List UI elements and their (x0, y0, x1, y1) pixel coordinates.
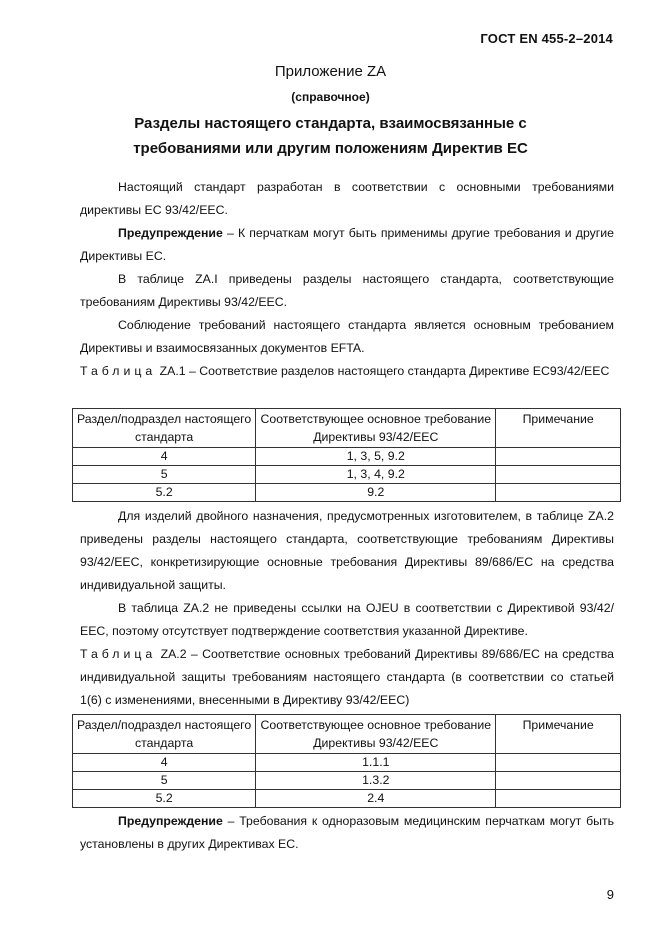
cell-section: 5.2 (73, 790, 256, 808)
cell-requirement: 2.4 (256, 790, 496, 808)
warning-label: Предупреждение (118, 226, 223, 240)
paragraph-table-za1-ref-text: В таблице ZA.I приведены разделы настоящего стандарта, соответствующие требованиям Директивы 93/42/ЕЕС. (80, 272, 614, 309)
cell-requirement: 1.3.2 (256, 772, 496, 790)
annex-type: (справочное) (291, 90, 370, 104)
table-row (73, 484, 621, 502)
table-za2-label: Таблица (80, 647, 157, 661)
page-number: 9 (606, 887, 614, 902)
header-section: Раздел/подраздел настоящего стандарта (73, 715, 256, 754)
cell-requirement: 1, 3, 5, 9.2 (256, 448, 496, 466)
cell-note (496, 448, 621, 466)
table-za1-caption (80, 360, 614, 383)
cell-note (496, 772, 621, 790)
warning-text: – К перчаткам могут быть применимы другие требования и другие Директивы ЕС. (80, 226, 614, 263)
cell-section: 4 (73, 754, 256, 772)
document-code: ГОСТ EN 455-2–2014 (480, 31, 613, 46)
header-note: Примечание (496, 409, 621, 448)
paragraph-ojeu (80, 597, 614, 643)
table-header-row (73, 409, 621, 448)
paragraph-compliance (80, 314, 614, 360)
cell-note (496, 790, 621, 808)
header-note: Примечание (496, 715, 621, 754)
cell-requirement: 1, 3, 4, 9.2 (256, 466, 496, 484)
header-section: Раздел/подраздел настоящего стандарта (73, 409, 256, 448)
table-header-row (73, 715, 621, 754)
table-row (73, 772, 621, 790)
annex-heading (0, 111, 661, 161)
cell-note (496, 484, 621, 502)
table-za1 (72, 408, 621, 502)
cell-note (496, 754, 621, 772)
header-requirement: Соответствующее основное требование Директивы 93/42/ЕЕС (256, 715, 496, 754)
annex-heading-line-2: требованиями или другим положениям Директив ЕС (133, 140, 528, 157)
paragraph-ojeu-text: В таблица ZA.2 не приведены ссылки на OJEU в соответствии с Директивой 93/42/ЕЕС, поэтому отсутствует подтверждение соответствия указанной Директиве. (80, 601, 614, 638)
table-row (73, 754, 621, 772)
warning-label: Предупреждение (118, 814, 223, 828)
annex-heading-line-1: Разделы настоящего стандарта, взаимосвязанные с (134, 115, 527, 132)
table-row (73, 790, 621, 808)
cell-section: 4 (73, 448, 256, 466)
cell-section: 5 (73, 772, 256, 790)
cell-requirement: 1.1.1 (256, 754, 496, 772)
cell-note (496, 466, 621, 484)
header-requirement: Соответствующее основное требование Директивы 93/42/ЕЕС (256, 409, 496, 448)
table-row (73, 466, 621, 484)
paragraph-intro (80, 176, 614, 222)
table-za2 (72, 714, 621, 808)
warning-text: – Требования к одноразовым медицинским перчаткам могут быть установлены в других Директивах ЕС. (80, 814, 614, 851)
paragraph-warning-1 (80, 222, 614, 268)
paragraph-dual-use (80, 505, 614, 597)
cell-section: 5.2 (73, 484, 256, 502)
paragraph-warning-2 (80, 810, 614, 856)
table-row (73, 448, 621, 466)
annex-title: Приложение ZA (274, 63, 387, 80)
cell-section: 5 (73, 466, 256, 484)
paragraph-table-za1-ref (80, 268, 614, 314)
table-za2-caption-text: ZA.2 – Соответствие основных требований Директивы 89/686/ЕС на средства индивидуальной защиты требованиям настоящего стандарта (в соответствии со статьей 1(6) с изменениями, внесенными в Директиву 93/42/ЕЕС) (80, 647, 614, 707)
table-za1-caption-text: ZA.1 – Соответствие разделов настоящего стандарта Директиве ЕС93/42/ЕЕС (159, 364, 610, 378)
paragraph-compliance-text: Соблюдение требований настоящего стандарта является основным требованием Директивы и взаимосвязанных документов EFTA. (80, 318, 614, 355)
paragraph-dual-use-text: Для изделий двойного назначения, предусмотренных изготовителем, в таблице ZA.2 приведены разделы настоящего стандарта, соответствующие требованиям Директивы 93/42/ЕЕС, конкретизирующие основные требования Директивы 89/686/ЕС на средства индивидуальной защиты. (80, 509, 614, 592)
cell-requirement: 9.2 (256, 484, 496, 502)
paragraph-intro-text: Настоящий стандарт разработан в соответствии с основными требованиями директивы ЕС 93/42/ЕЕС. (80, 180, 614, 217)
table-za2-caption (80, 643, 614, 712)
table-za1-label: Таблица (80, 364, 157, 378)
